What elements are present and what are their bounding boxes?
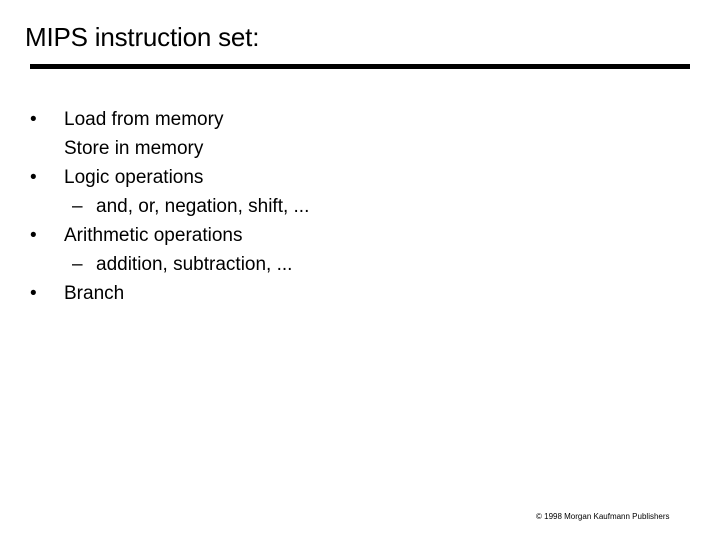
bullet-icon: •: [30, 283, 37, 304]
bullet-icon: •: [30, 109, 37, 130]
bullet-text-branch: Branch: [64, 283, 125, 304]
slide-title: MIPS instruction set:: [25, 22, 260, 52]
list-item: [30, 279, 670, 308]
list-item: [30, 250, 670, 279]
list-item: [30, 105, 670, 134]
title-divider: [30, 64, 690, 69]
bullet-text-store: Store in memory: [64, 138, 204, 159]
bullet-text-arithmetic: Arithmetic operations: [64, 225, 243, 246]
dash-icon: –: [72, 254, 83, 275]
list-item: [30, 163, 670, 192]
bullet-icon: •: [30, 167, 37, 188]
sub-bullet-text-logic-ops: and, or, negation, shift, ...: [96, 196, 310, 217]
bullet-list: [30, 105, 670, 308]
sub-bullet-text-arith-ops: addition, subtraction, ...: [96, 254, 293, 275]
list-item: [30, 192, 670, 221]
bullet-text-logic: Logic operations: [64, 167, 204, 188]
copyright-footer: © 1998 Morgan Kaufmann Publishers: [536, 512, 670, 521]
bullet-icon: •: [30, 225, 37, 246]
list-item: [30, 134, 670, 163]
bullet-text-load: Load from memory: [64, 109, 224, 130]
list-item: [30, 221, 670, 250]
dash-icon: –: [72, 196, 83, 217]
